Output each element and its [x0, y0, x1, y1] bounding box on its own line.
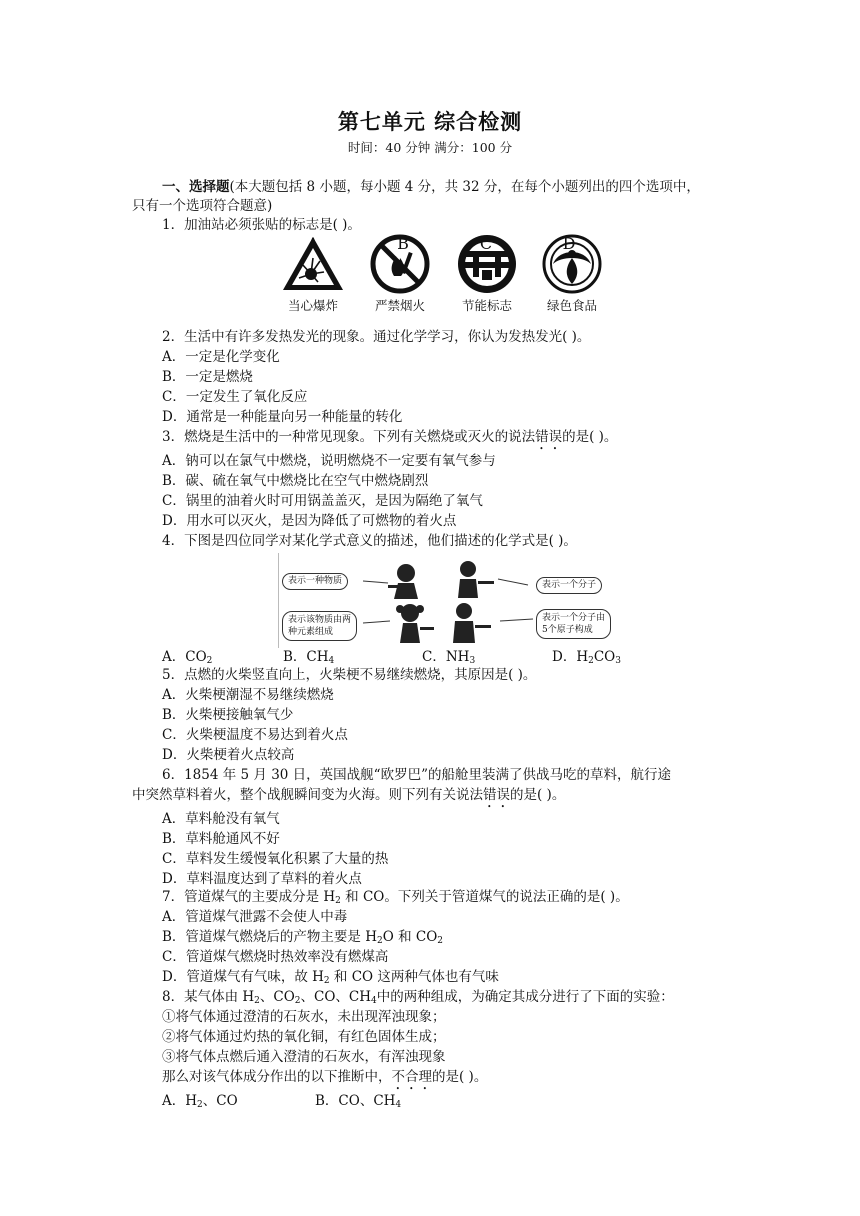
q1-stem: 1．加油站必须张贴的标志是( )。 [162, 217, 361, 233]
q4-option-b [283, 648, 334, 666]
q7-option-b-subscript-1: 2 [377, 936, 383, 946]
q8-stem-3: 、CO、CH [300, 989, 372, 1005]
sign-d-letter: D [562, 234, 576, 253]
q8-option-a-1: A．H [162, 1093, 198, 1109]
q6-stem-b [132, 786, 565, 811]
q8-option-b-subscript: 4 [395, 1100, 402, 1110]
q8-step-3: ③将气体点燃后通入澄清的石灰水，有浑浊现象 [162, 1049, 446, 1065]
q8-step-2: ②将气体通过灼热的氧化铜，有红色固体生成； [162, 1029, 446, 1045]
student-girl-1 [388, 564, 418, 599]
sign-a-letter: A [307, 234, 319, 253]
q4-bubble-4-line2: 5个原子构成 [542, 625, 593, 635]
q4-bubble-3-line2: 种元素组成 [288, 627, 334, 637]
q7-option-a: A．管道煤气泄露不会使人中毒 [162, 909, 348, 925]
q7-stem-2: 和 CO。下列关于管道煤气的说法正确的是( )。 [340, 889, 629, 905]
q6-stem-b-pre: 中突然草料着火，整个战舰瞬间变为火海。则下列有关说法 [132, 787, 483, 803]
q4-option-a-formula: CO [185, 649, 207, 665]
q4-option-a-subscript: 2 [206, 656, 213, 666]
q6-stem-emphasis: 错误 [483, 787, 510, 803]
q3-stem-emphasis: 错误 [535, 429, 563, 445]
q6-stem-a: 6．1854 年 5 月 30 日，英国战舰“欧罗巴”的船舱里装满了供战马吃的草料，航行途 [162, 767, 671, 783]
sign-d-caption: 绿色食品 [546, 298, 597, 313]
student-girl-2 [396, 604, 434, 643]
q2-option-d: D．通常是一种能量向另一种能量的转化 [162, 409, 403, 425]
q4-option-d-subscript-2: 3 [615, 656, 621, 666]
q4-option-d-formula-1: H [576, 649, 589, 665]
q4-bubble-2: 表示一个分子 [536, 577, 602, 594]
sign-c-letter: C [479, 234, 493, 253]
q2-stem: 2．生活中有许多发热发光的现象。通过化学学习，你认为发热发光( )。 [162, 329, 591, 345]
q4-option-d [552, 648, 621, 666]
q2-option-c: C．一定发生了氧化反应 [162, 389, 308, 405]
q7-option-d-1: D．管道煤气有气味，故 H [162, 969, 324, 985]
q7-stem-1: 7．管道煤气的主要成分是 H [162, 889, 336, 905]
students-illustration [278, 553, 618, 648]
student-boy-1 [458, 561, 494, 598]
sign-b-caption: 严禁烟火 [374, 298, 425, 313]
q7-option-d [162, 968, 499, 986]
q8-ask-post: 的是( )。 [432, 1069, 488, 1085]
q8-option-b-1: B．CO、CH [315, 1093, 396, 1109]
q8-stem [162, 988, 674, 1006]
q4-option-c-letter: C． [422, 649, 446, 665]
q4-option-a [162, 648, 212, 666]
page-title: 第七单元 综合检测 [337, 109, 523, 134]
sign-c-caption: 节能标志 [461, 298, 512, 313]
q8-stem-4: 中的两种组成，为确定其成分进行了下面的实验： [376, 989, 674, 1005]
q4-option-a-letter: A． [162, 649, 186, 665]
q4-bubble-3-line1: 表示该物质由两 [288, 615, 352, 625]
q5-option-c: C．火柴梗温度不易达到着火点 [162, 727, 348, 743]
q4-bubble-1: 表示一种物质 [282, 573, 348, 590]
q2-option-b: B．一定是燃烧 [162, 369, 253, 385]
q8-option-a [162, 1092, 238, 1110]
q3-stem-pre: 3．燃烧是生活中的一种常见现象。下列有关燃烧或灭火的说法 [162, 429, 536, 445]
q6-option-d: D．草料温度达到了草料的着火点 [162, 871, 362, 887]
q4-figure [278, 553, 618, 648]
q6-option-c: C．草料发生缓慢氧化积累了大量的热 [162, 851, 389, 867]
q8-stem-1: 8．某气体由 H [162, 989, 255, 1005]
page-subtitle: 时间：40 分钟 满分：100 分 [347, 140, 513, 155]
q7-option-b [162, 928, 443, 946]
q4-option-b-letter: B． [283, 649, 307, 665]
q3-option-a: A．钠可以在氯气中燃烧，说明燃烧不一定要有氧气参与 [162, 453, 496, 469]
q6-option-a: A．草料舱没有氧气 [162, 811, 280, 827]
q4-option-b-subscript: 4 [328, 656, 335, 666]
q6-stem-b-post: 的是( )。 [510, 787, 566, 803]
q3-option-d: D．用水可以灭火，是因为降低了可燃物的着火点 [162, 513, 457, 529]
q4-option-d-letter: D． [552, 649, 577, 665]
sign-b-letter: B [397, 234, 409, 253]
q5-stem: 5．点燃的火柴竖直向上，火柴梗不易继续燃烧，其原因是( )。 [162, 667, 537, 683]
q4-option-c [422, 648, 475, 666]
q4-stem: 4．下图是四位同学对某化学式意义的描述，他们描述的化学式是( )。 [162, 533, 577, 549]
q2-option-a: A．一定是化学变化 [162, 349, 280, 365]
q8-ask-pre: 那么对该气体成分作出的以下推断中， [162, 1069, 392, 1085]
q4-option-b-formula: CH [306, 649, 329, 665]
q3-stem [162, 428, 617, 453]
q7-option-d-subscript: 2 [323, 976, 330, 986]
q8-option-b [315, 1092, 401, 1110]
q7-stem [162, 888, 629, 906]
q7-stem-subscript: 2 [335, 896, 341, 906]
q4-bubble-4-line1: 表示一个分子由 [542, 613, 606, 623]
q4-option-d-formula-2: CO [593, 649, 616, 665]
q8-stem-subscript-2: 2 [294, 996, 301, 1006]
q7-option-c: C．管道煤气燃烧时热效率没有燃煤高 [162, 949, 389, 965]
q6-option-b: B．草料舱通风不好 [162, 831, 280, 847]
section-instruction-b: 只有一个选项符合题意) [132, 198, 273, 214]
q7-option-b-1: B．管道煤气燃烧后的产物主要是 H [162, 929, 377, 945]
q5-option-d: D．火柴梗着火点较高 [162, 747, 295, 763]
sign-a-caption: 当心爆炸 [287, 298, 338, 313]
q3-option-c: C．锅里的油着火时可用锅盖盖灭，是因为隔绝了氧气 [162, 493, 483, 509]
q8-ask [162, 1068, 487, 1093]
student-boy-2 [453, 603, 491, 643]
q7-option-b-2: O 和 CO [382, 929, 438, 945]
q8-option-a-subscript: 2 [197, 1100, 203, 1110]
q8-option-a-2: 、CO [202, 1093, 238, 1109]
q4-option-d-subscript-1: 2 [588, 656, 594, 666]
q8-step-1: ①将气体通过澄清的石灰水，未出现浑浊现象； [162, 1009, 446, 1025]
q8-stem-subscript-3: 4 [371, 996, 377, 1006]
q8-stem-2: 、CO [259, 989, 295, 1005]
section-heading: 一、选择题 [162, 179, 230, 195]
q4-option-c-formula: NH [445, 649, 470, 665]
q8-ask-emphasis: 不合理 [391, 1069, 432, 1085]
q7-option-d-2: 和 CO 这两种气体也有气味 [329, 969, 499, 985]
q3-stem-post: 的是( )。 [562, 429, 618, 445]
q4-option-c-subscript: 3 [469, 656, 476, 666]
q7-option-b-subscript-2: 2 [437, 936, 444, 946]
q5-option-b: B．火柴梗接触氧气少 [162, 707, 294, 723]
q3-option-b: B．碳、硫在氧气中燃烧比在空气中燃烧剧烈 [162, 473, 429, 489]
q8-stem-subscript-1: 2 [254, 996, 260, 1006]
q5-option-a: A．火柴梗潮湿不易继续燃烧 [162, 687, 334, 703]
section-instruction [162, 178, 700, 196]
section-instruction-a: (本大题包括 8 小题，每小题 4 分，共 32 分，在每个小题列出的四个选项中， [229, 179, 700, 195]
